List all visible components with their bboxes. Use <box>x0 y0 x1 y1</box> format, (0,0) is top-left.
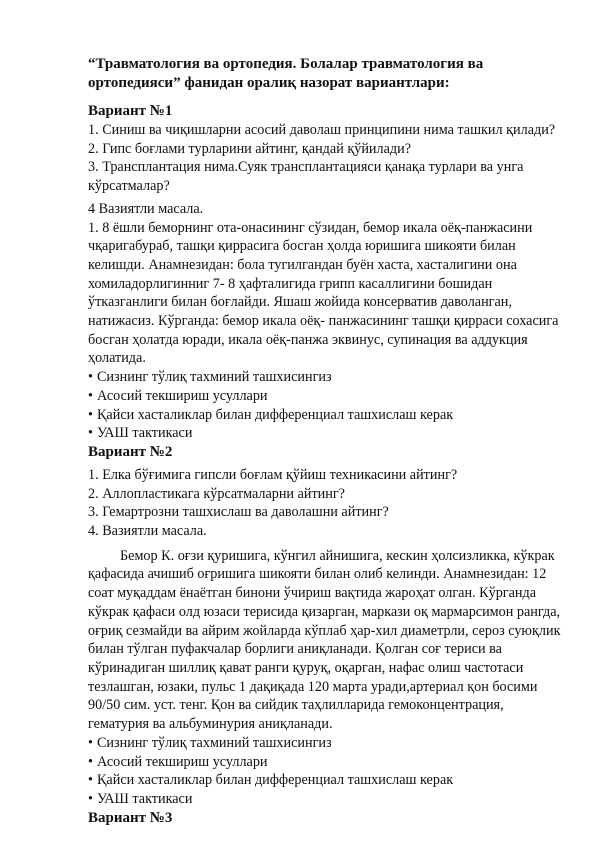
variant-2-bullet-diagnosis: • Сизнинг тўлиқ тахминий ташхисингиз <box>88 734 566 753</box>
variant-1-task-text: 1. 8 ёшли беморнинг ота-онасининг сўзидан, бемор икала оёқ-панжасини чқаригабураб, ташқи қиррасига босган ҳолда юришига шикояти билан келишди. Анамнезидан: бола тугилгандан буён хаста, хасталигини она хомиладорлигинниг 7- 8 ҳафталигида грипп касаллигини бошидан ўтказганлиги билан боғлайди. Яшаш жойида консерватив даволанган, натижасиз. Кўрганда: бемор икала оёқ- панжасининг ташқи қирраси сохасига босган ҳолатда юради, икала оёқ-панжа эквинус, супинация ва аддукция ҳолатида. <box>88 219 559 367</box>
variant-1-question-1: 1. Синиш ва чиқишларни асосий даволаш принципини нима ташкил қилади? <box>88 122 556 138</box>
variant-1-bullet-tactics: • УАШ тактикаси <box>88 424 566 443</box>
variant-2-bullet-methods: • Асосий текшириш усуллари <box>88 753 566 772</box>
variant-3-heading: Вариант №3 <box>88 809 173 826</box>
variant-2-question-3: 3. Гемартрозни ташхислаш ва даволашни айтинг? <box>88 504 389 521</box>
variant-1-bullet-diagnosis: • Сизнинг тўлиқ тахминий ташхисингиз <box>88 368 566 387</box>
variant-2-heading: Вариант №2 <box>88 443 173 460</box>
variant-1-bullet-differential: • Қайси хасталиклар билан дифференциал ташхислаш керак <box>88 406 566 425</box>
document-body <box>88 55 566 828</box>
document-title-text: “Травматология ва ортопедия. Болалар травматология ва ортопедияси” фанидан оралиқ назорат вариантлари: <box>88 56 484 91</box>
variant-2-question-1: 1. Елка бўғимига гипсли боғлам қўйиш техникасини айтинг? <box>88 466 458 483</box>
variant-2-bullet-differential: • Қайси хасталиклар билан дифференциал ташхислаш керак <box>88 771 566 790</box>
document-title <box>88 55 566 93</box>
variant-1-heading: Вариант №1 <box>88 103 173 119</box>
variant-2-task-text: Бемор К. оғзи қуришига, кўнгил айнишига, кескин ҳолсизликка, кўкрак қафасида ачишиб оғришига шикояти билан олиб келинди. Анамнезидан: 12 соат муқаддам ёнаётган бинони ўчириш вақтида жароҳат олган. Кўрганда кўкрак қафаси олд юзаси терисида қизарган, маркази оқ мармарсимон рангда, оғриқ сезмайди ва айрим жойларда кўплаб ҳар-хил диаметрли, сероз суюқлик билан тўлган пуфакчалар борлиги аниқланади. Қолган соғ териси ва кўринадиган шиллиқ қават ранги қуруқ, оқарган, нафас олиш частотаси тезлашган, юзаки, пульс 1 дақиқада 120 марта уради,артериал қон босими 90/50 сим. уст. тенг. Қон ва сийдик таҳлилларида гемоконцентрация, гематурия ва альбуминурия аниқланади. <box>88 547 561 733</box>
variant-2-bullet-tactics: • УАШ тактикаси <box>88 790 566 809</box>
variant-2-question-2: 2. Аллопластикага кўрсатмаларни айтинг? <box>88 485 345 502</box>
variant-1-bullet-methods: • Асосий текшириш усуллари <box>88 387 566 406</box>
variant-2-question-4: 4. Вазиятли масала. <box>88 523 207 540</box>
variant-1-question-2: 2. Гипс боғлами турларини айтинг, қандай қўйилади? <box>88 140 411 157</box>
variant-1-question-3: 3. Трансплантация нима.Суяк трансплантацияси қанақа турлари ва унга кўрсатмалар? <box>88 159 524 195</box>
variant-1-task-title: 4 Вазиятли масала. <box>88 200 204 217</box>
